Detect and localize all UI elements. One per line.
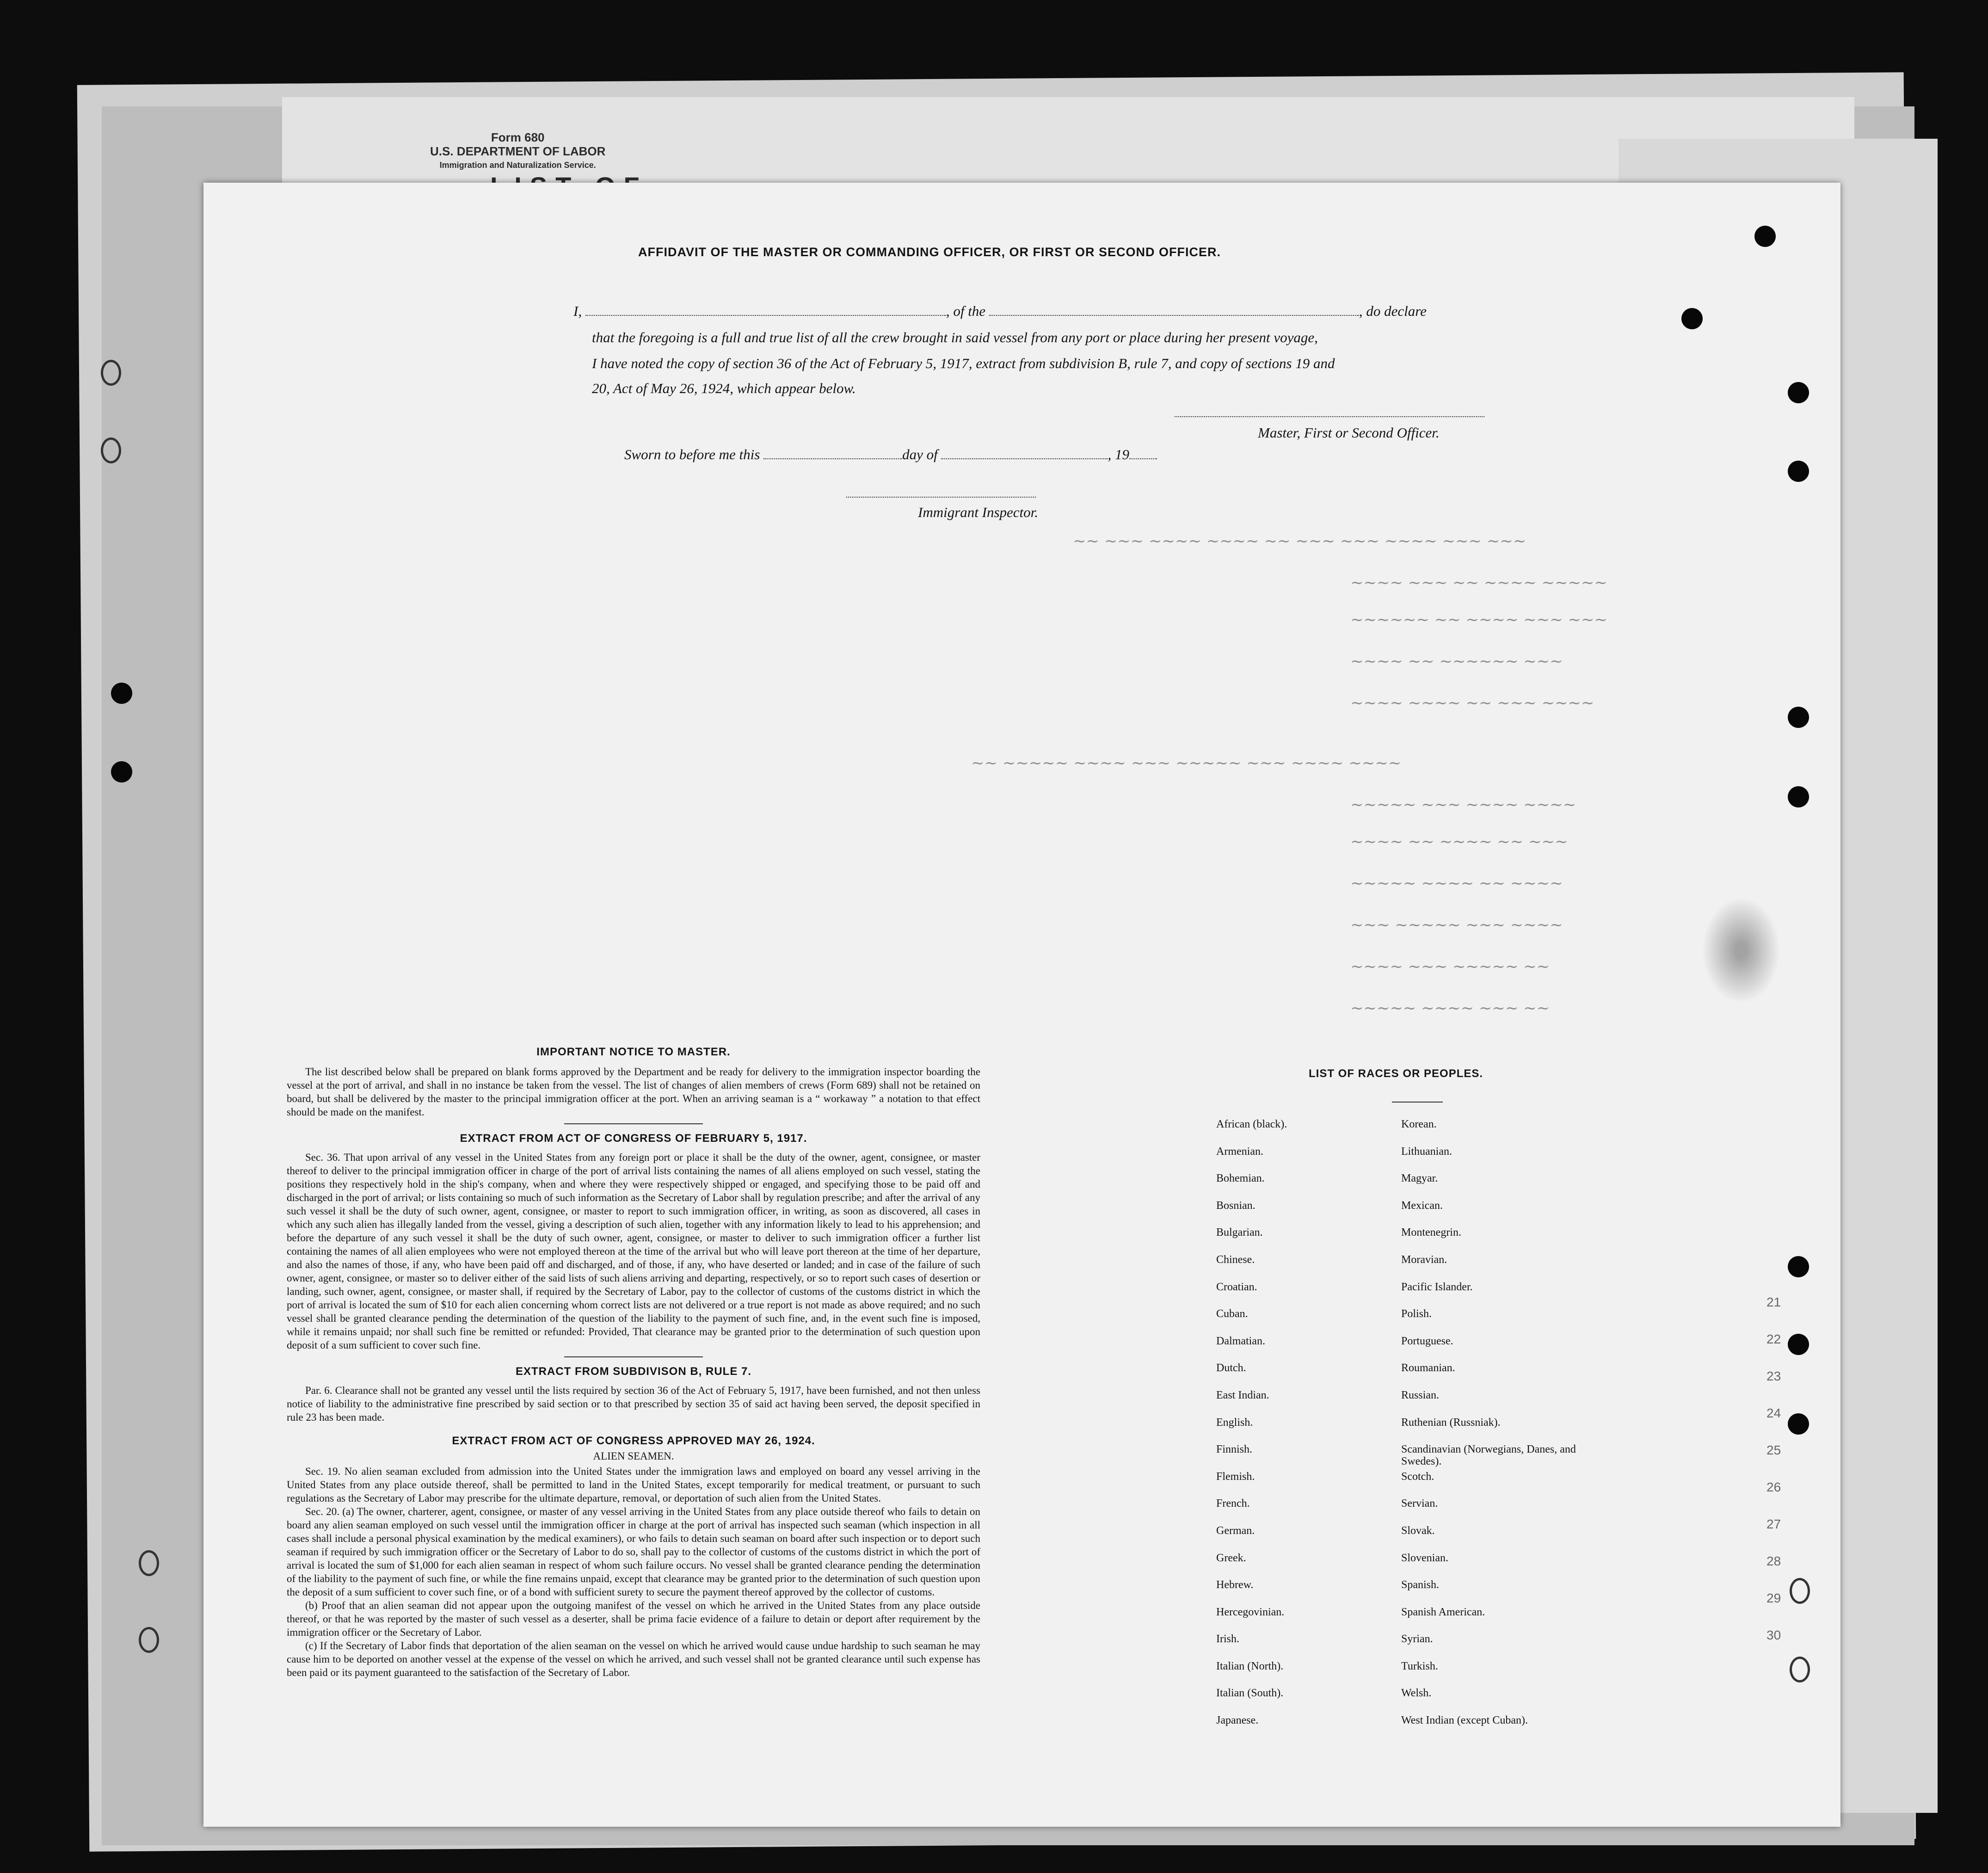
service-name: Immigration and Naturalization Service. (439, 160, 596, 170)
punch-hole (139, 1627, 159, 1653)
punch-hole (1788, 461, 1809, 482)
divider (564, 1356, 703, 1357)
race-item: African (black). (1216, 1118, 1287, 1130)
affidavit-i: I, (573, 303, 582, 319)
race-item: Italian (South). (1216, 1687, 1284, 1700)
sworn-year-field[interactable] (1129, 449, 1157, 459)
race-item: Bohemian. (1216, 1172, 1265, 1185)
handwriting-bleedthrough: ~~~ ~~~~~ ~~~ ~~~~ (1350, 916, 1563, 934)
punch-hole (1788, 1256, 1809, 1277)
affidavit-declaration-line (573, 303, 1427, 320)
extract-1924-subtitle: ALIEN SEAMEN. (593, 1450, 674, 1462)
extract-1917-body: Sec. 36. That upon arrival of any vessel in the United States from any foreign port or place it shall be the duty of the owner, agent, consignee, or master thereof to deliver to the principal immigration officer in charge of the port of arrival lists containing the names of all aliens employed on such vessel, stating the positions they respectively hold in the ship's company, when and where they were respectively shipped or engaged, and specifying those to be paid off and discharged in the port of arrival; or lists containing so much of such information as the Secretary of Labor shall by regulation prescribe; and after the arrival of any such vessel it shall be the duty of such owner, agent, consignee, or master to report to such immigration officer, in writing, as soon as discovered, all cases in which any such alien has illegally landed from the vessel, giving a description of such alien, together with any information likely to lead to his apprehension; and before the departure of any such vessel it shall be the duty of such owner, agent, consignee, or master to deliver to such immigration officer a further list containing the names of all alien employees who were not employed thereon at the time of the arrival but who will leave port thereon at the time of her departure, and also the names of those, if any, who have been paid off and discharged, and of those, if any, who have deserted or landed; and in case of the failure of such owner, agent, consignee, or master so to deliver either of the said lists of such aliens arriving and departing, respectively, or so to report such cases of desertion or landing, such owner, agent, consignee, or master shall, if required by the Secretary of Labor, pay to the collector of customs of the customs district in which the port of arrival is located the sum of $10 for each alien concerning whom correct lists are not delivered or a true report is not made as above required; and no such vessel shall be granted clearance pending the determination of the question of the liability to the payment of such fine, and, in the event such fine is imposed, while it remains unpaid; nor shall such fine be remitted or refunded: Provided, That clearance may be granted prior to the determination of such question upon deposit of a sum sufficient to cover such fine. (287, 1152, 980, 1351)
race-item: Italian (North). (1216, 1660, 1284, 1672)
row-number: 23 (1766, 1369, 1781, 1383)
race-item: Montenegrin. (1401, 1226, 1461, 1239)
row-number: 22 (1766, 1332, 1781, 1346)
stamp-mark (1702, 897, 1780, 1004)
divider (1392, 1102, 1443, 1103)
sworn-prefix: Sworn to before me this (624, 446, 760, 462)
race-item: West Indian (except Cuban). (1401, 1714, 1528, 1727)
row-number: 26 (1766, 1480, 1781, 1494)
department-name: U.S. DEPARTMENT OF LABOR (430, 144, 606, 158)
race-item: Slovenian. (1401, 1552, 1448, 1564)
form-number: Form 680 (491, 130, 545, 144)
affidavit-line-2: that the foregoing is a full and true list of all the crew brought in said vessel from any port or place during her present voyage, (592, 329, 1318, 345)
extract-1924-sec19: Sec. 19. No alien seaman excluded from admission into the United States under the immigration laws and employed on board any vessel arriving in the United States from any place outside thereof, shall be permitted to land in the United States, except temporarily for medical treatment, or pursuant to such regulations as the Secretary of Labor may prescribe for the ultimate departure, removal, or deportation of such alien from the United States. (287, 1466, 980, 1504)
race-item: Mexican. (1401, 1199, 1443, 1212)
race-item: Chinese. (1216, 1253, 1255, 1266)
race-item: Magyar. (1401, 1172, 1438, 1185)
handwriting-bleedthrough: ~~~~ ~~ ~~~~ ~~ ~~~ (1350, 832, 1568, 851)
sworn-line (624, 446, 1157, 463)
handwriting-bleedthrough: ~~~~ ~~ ~~~~~~ ~~~ (1350, 652, 1563, 671)
row-number: 24 (1766, 1406, 1781, 1420)
row-number: 29 (1766, 1591, 1781, 1605)
punch-hole (1788, 1334, 1809, 1355)
extract-1917-title: EXTRACT FROM ACT OF CONGRESS OF FEBRUARY 5, 1917. (460, 1132, 807, 1145)
legal-notice (287, 1045, 980, 1679)
punch-hole (1790, 1657, 1810, 1682)
extract-1924-title: EXTRACT FROM ACT OF CONGRESS APPROVED MAY 26, 1924. (452, 1435, 815, 1447)
sworn-month-field[interactable] (941, 449, 1108, 459)
punch-hole (1788, 786, 1809, 807)
race-item: Russian. (1401, 1389, 1440, 1401)
notice-title: IMPORTANT NOTICE TO MASTER. (536, 1046, 731, 1058)
sworn-day-of: day of (902, 446, 938, 462)
race-item: Armenian. (1216, 1145, 1263, 1158)
handwriting-bleedthrough: ~~~~~ ~~~ ~~~~ ~~~~ (1350, 795, 1576, 814)
notice-body: The list described below shall be prepared on blank forms approved by the Department and be ready for delivery to the immigration inspector boarding the vessel at the port of arrival, and shall in no instance be taken from the vessel. The list of changes of alien members of crews (Form 689) shall not be retained on board, but shall be delivered by the master to the principal immigration officer at the port. When an arriving seaman is a “ workaway ” a notation to that effect should be made on the manifest. (287, 1066, 980, 1118)
handwriting-bleedthrough: ~~~~ ~~~~ ~~ ~~~ ~~~~ (1350, 694, 1594, 712)
race-item: Roumanian. (1401, 1362, 1455, 1374)
race-item: Pacific Islander. (1401, 1281, 1473, 1293)
race-item: Spanish. (1401, 1579, 1440, 1591)
handwriting-bleedthrough: ~~~~~ ~~~~ ~~ ~~~~ (1350, 874, 1563, 893)
race-item: Bulgarian. (1216, 1226, 1263, 1239)
extract-rule7-body: Par. 6. Clearance shall not be granted any vessel until the lists required by section 36 of the Act of February 5, 1917, have been furnished, and not then unless notice of liability to the administrative fine prescribed by said section or to that prescribed by section 35 of said act having been served, the deposit specified in rule 23 has been made. (287, 1385, 980, 1423)
sworn-year: , 19 (1108, 446, 1129, 462)
race-item: Portuguese. (1401, 1335, 1453, 1347)
punch-hole (1788, 1413, 1809, 1435)
races-column-left (1216, 1118, 1287, 1742)
affidavit-line-3: I have noted the copy of section 36 of the Act of February 5, 1917, extract from subdivision B, rule 7, and copy of sections 19 and (592, 355, 1335, 371)
race-item: East Indian. (1216, 1389, 1269, 1401)
punch-hole (101, 360, 121, 386)
affidavit-line-4: 20, Act of May 26, 1924, which appear below. (592, 380, 856, 396)
punch-hole (139, 1550, 159, 1576)
row-number: 25 (1766, 1443, 1781, 1457)
race-item: Spanish American. (1401, 1606, 1485, 1618)
race-item: Scandinavian (Norwegians, Danes, and Swedes). (1401, 1443, 1576, 1468)
race-item: Dutch. (1216, 1362, 1246, 1374)
races-column-right (1401, 1118, 1577, 1742)
race-item: English. (1216, 1416, 1253, 1429)
handwriting-bleedthrough: ~~ ~~~~~ ~~~~ ~~~ ~~~~~ ~~~ ~~~~ ~~~~ (971, 754, 1402, 772)
affidavit-of-the: , of the (946, 303, 986, 319)
handwriting-bleedthrough: ~~~~ ~~~ ~~ ~~~~ ~~~~~ (1350, 573, 1608, 592)
extract-1924-sec20c: (c) If the Secretary of Labor finds that deportation of the alien seaman on the vessel on which he arrived would cause undue hardship to such seaman he may cause him to be deported on another vessel at the expense of the vessel on which he arrived, and such vessel shall not be granted clearance until such expense has been paid or its payment guaranteed to the satisfaction of the Secretary of Labor. (287, 1640, 980, 1678)
inspector-label: Immigrant Inspector. (918, 504, 1039, 520)
handwriting-bleedthrough: ~~~~ ~~~ ~~~~~ ~~ (1350, 957, 1550, 976)
punch-hole (111, 683, 132, 704)
race-item: Flemish. (1216, 1470, 1255, 1483)
inspector-signature-line[interactable] (846, 497, 1036, 498)
race-item: Syrian. (1401, 1633, 1433, 1645)
row-number: 28 (1766, 1554, 1781, 1568)
race-item: French. (1216, 1497, 1250, 1510)
master-signature-line[interactable] (1175, 416, 1484, 417)
affidavit-title: AFFIDAVIT OF THE MASTER OR COMMANDING OFFICER, OR FIRST OR SECOND OFFICER. (638, 245, 1221, 259)
handwriting-bleedthrough: ~~ ~~~ ~~~~ ~~~~ ~~ ~~~ ~~~ ~~~~ ~~~ ~~~ (1073, 532, 1526, 550)
punch-hole (1681, 308, 1703, 329)
sworn-date-field[interactable] (763, 449, 902, 459)
race-item: Servian. (1401, 1497, 1438, 1510)
extract-1924-sec20a: Sec. 20. (a) The owner, charterer, agent, consignee, or master of any vessel arriving in the United States from any place outside thereof who fails to detain on board any alien seaman employed on such vessel until the immigration officer in charge at the port of arrival has inspected such seaman (which inspection in all cases shall include a personal physical examination by the medical examiners), or who fails to detain such seaman on board after such inspection or to deport such seaman if required by such immigration officer or the Secretary of Labor to do so, shall pay to the collector of customs of the customs district in which the port of arrival is located the sum of $1,000 for each alien seaman in respect of whom such failure occurs. No vessel shall be granted clearance pending the determination of the liability to the payment of such fine, or while the fine remains unpaid, except that clearance may be granted prior to the determination of such question upon the deposit of a sum sufficient to cover such fine, or of a bond with sufficient surety to secure the payment thereof approved by the collector of customs. (287, 1506, 980, 1598)
vessel-name-field[interactable] (989, 306, 1359, 316)
master-name-field[interactable] (585, 306, 946, 316)
punch-hole (101, 437, 121, 463)
race-item: Scotch. (1401, 1470, 1434, 1483)
race-item: Greek. (1216, 1552, 1246, 1564)
race-item: Japanese. (1216, 1714, 1259, 1727)
handwriting-bleedthrough: ~~~~~ ~~~~ ~~~ ~~ (1350, 999, 1550, 1017)
race-item: Finnish. (1216, 1443, 1253, 1456)
race-item: Ruthenian (Russniak). (1401, 1416, 1501, 1429)
race-item: Turkish. (1401, 1660, 1438, 1672)
master-signature-label: Master, First or Second Officer. (1258, 425, 1440, 441)
affidavit-declare: , do declare (1359, 303, 1427, 319)
row-number: 27 (1766, 1517, 1781, 1531)
race-item: Korean. (1401, 1118, 1437, 1130)
race-item: Polish. (1401, 1308, 1432, 1320)
race-item: Lithuanian. (1401, 1145, 1452, 1158)
punch-hole (111, 761, 132, 782)
punch-hole (1788, 707, 1809, 728)
handwriting-bleedthrough: ~~~~~~ ~~ ~~~~ ~~~ ~~~ (1350, 610, 1608, 629)
extract-rule7-title: EXTRACT FROM SUBDIVISON B, RULE 7. (515, 1365, 752, 1378)
background-form-number (430, 130, 605, 172)
race-item: Welsh. (1401, 1687, 1432, 1700)
extract-1924-sec20b: (b) Proof that an alien seaman did not appear upon the outgoing manifest of the vessel on which he arrived in the United States from any place outside thereof, or that he was reported by the master of such vessel as a deserter, shall be prima facie evidence of a failure to detain or deport after requirement by the immigration officer or the Secretary of Labor. (287, 1600, 980, 1638)
race-item: Dalmatian. (1216, 1335, 1265, 1347)
race-item: German. (1216, 1524, 1255, 1537)
race-item: Hebrew. (1216, 1579, 1254, 1591)
race-item: Moravian. (1401, 1253, 1447, 1266)
race-item: Slovak. (1401, 1524, 1435, 1537)
punch-hole (1788, 382, 1809, 403)
race-item: Bosnian. (1216, 1199, 1256, 1212)
race-item: Croatian. (1216, 1281, 1257, 1293)
race-item: Irish. (1216, 1633, 1239, 1645)
punch-hole (1754, 226, 1776, 247)
race-item: Cuban. (1216, 1308, 1248, 1320)
row-number: 21 (1766, 1295, 1781, 1309)
race-item: Hercegovinian. (1216, 1606, 1285, 1618)
races-title: LIST OF RACES OR PEOPLES. (1309, 1067, 1483, 1080)
divider (564, 1123, 703, 1124)
punch-hole (1790, 1578, 1810, 1604)
row-number: 30 (1766, 1628, 1781, 1642)
